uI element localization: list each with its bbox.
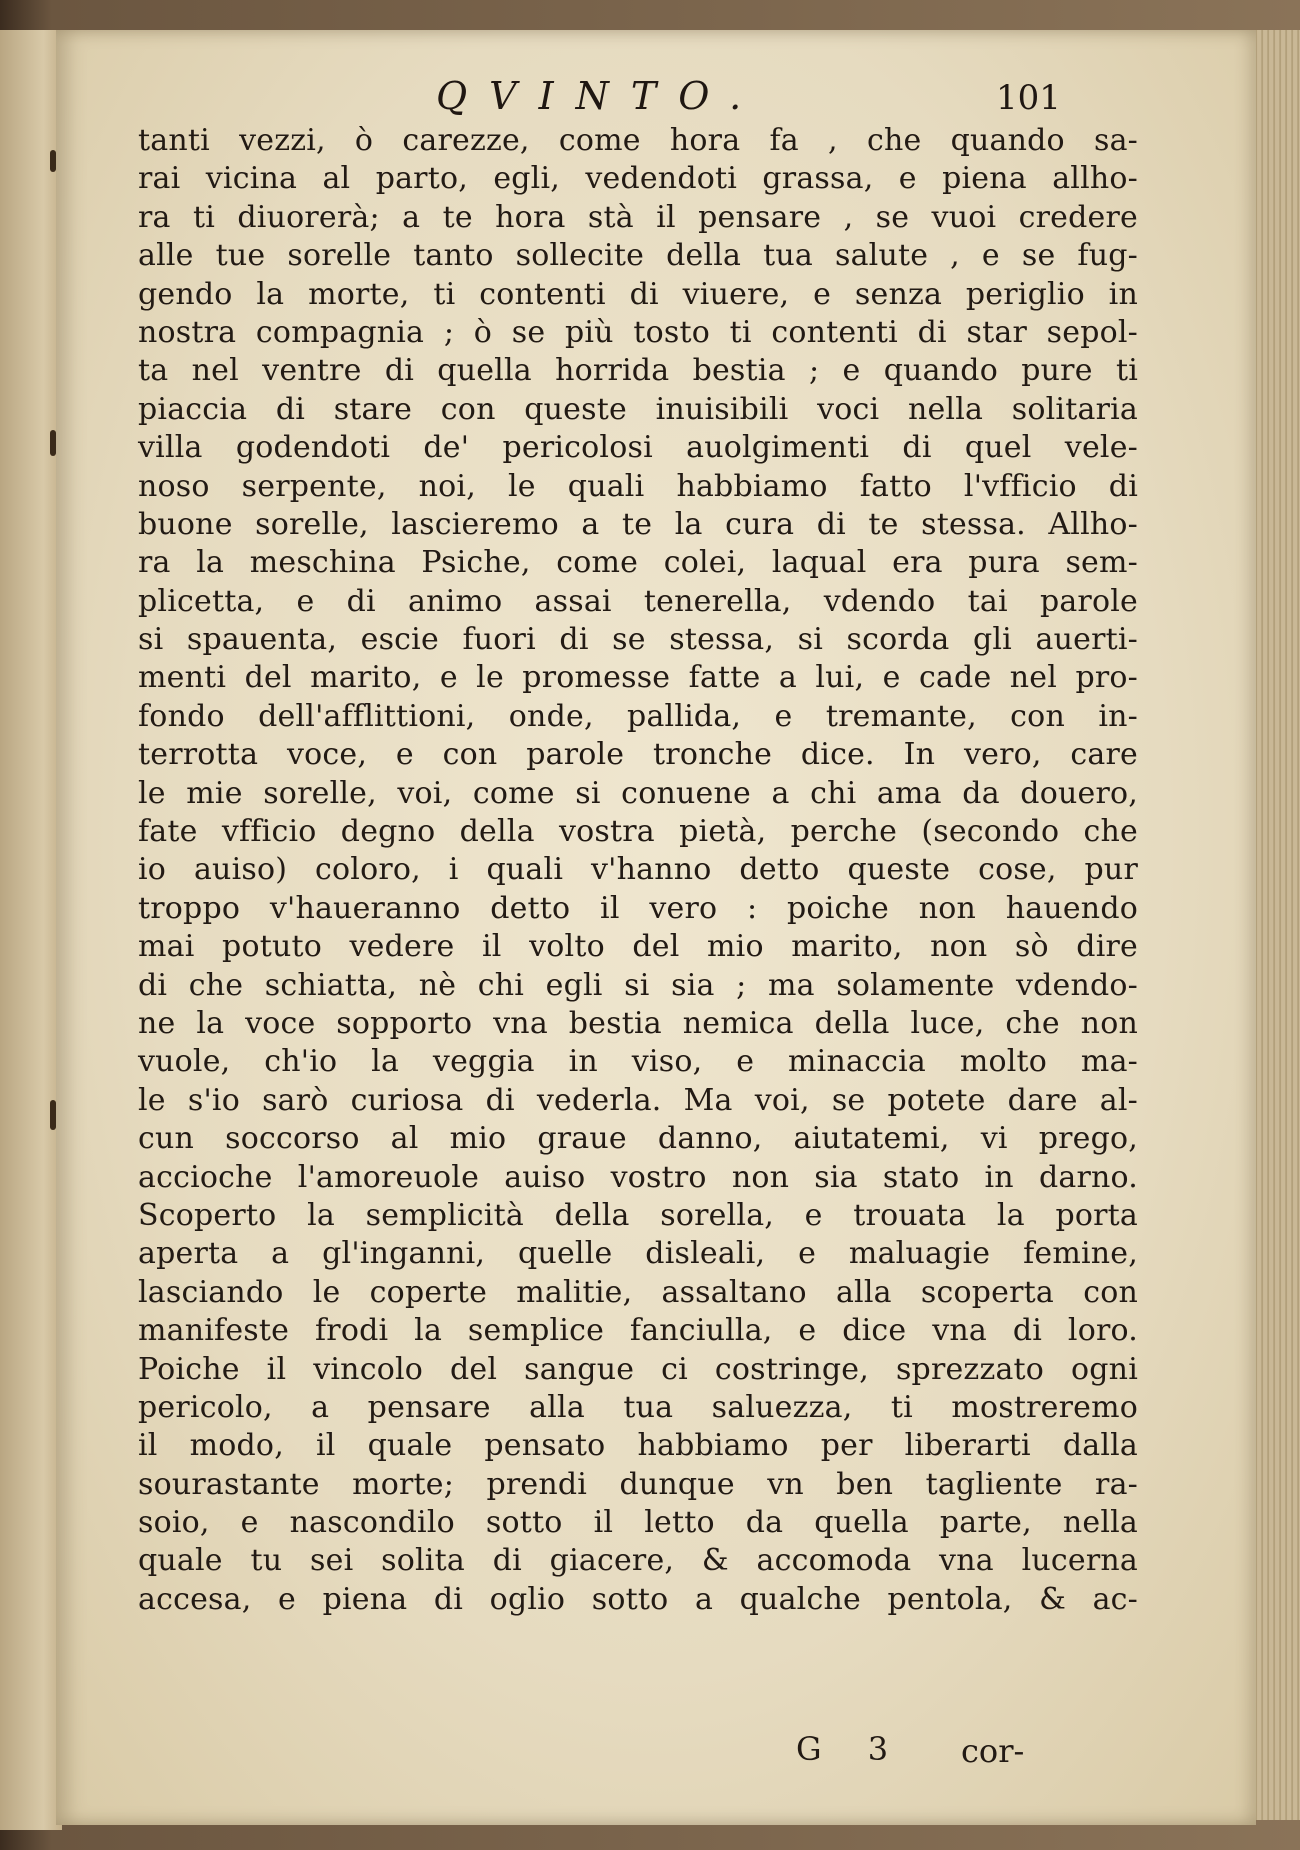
text-line: si spauenta, escie fuori di se stessa, si scorda gli auerti- [138,622,1138,658]
gutter-mark [50,1100,56,1130]
text-line: vuole, ch'io la veggia in viso, e minaccia molto ma- [138,1044,1138,1080]
text-line: ra la meschina Psiche, come colei, laqual era pura sem- [138,545,1138,581]
text-line: villa godendoti de' pericolosi auolgimenti di quel vele- [138,430,1138,466]
body-text [138,122,1138,1619]
text-line: cun soccorso al mio graue danno, aiutatemi, vi prego, [138,1121,1138,1157]
text-line: lasciando le coperte malitie, assaltano alla scoperta con [138,1274,1138,1310]
text-line: io auiso) coloro, i quali v'hanno detto queste cose, pur [138,852,1138,888]
text-line: Scoperto la semplicità della sorella, e trouata la porta [138,1197,1138,1233]
text-line: quale tu sei solita di giacere, & accomoda vna lucerna [138,1543,1138,1579]
text-line: terrotta voce, e con parole tronche dice. In vero, care [138,737,1138,773]
text-line: nostra compagnia ; ò se più tosto ti contenti di star sepol- [138,314,1138,350]
text-line: ta nel ventre di quella horrida bestia ; e quando pure ti [138,353,1138,389]
text-line: Poiche il vincolo del sangue ci costringe, sprezzato ogni [138,1351,1138,1387]
text-line: tanti vezzi, ò carezze, come hora fa , che quando sa- [138,123,1138,158]
gutter-mark [50,150,56,172]
text-line: le mie sorelle, voi, come si conuene a chi ama da douero, [138,775,1138,811]
text-line: ra ti diuorerà; a te hora stà il pensare , se vuoi credere [138,199,1138,235]
page-number: 101 [996,78,1061,118]
text-line: accesa, e piena di oglio sotto a qualche pentola, & ac- [138,1581,1138,1617]
text-line: ne la voce sopporto vna bestia nemica della luce, che non [138,1005,1138,1041]
signature-mark: G 3 [796,1730,907,1768]
text-line: alle tue sorelle tanto sollecite della tua salute , e se fug- [138,238,1138,274]
catchword: cor- [961,1732,1025,1770]
text-line: fondo dell'afflittioni, onde, pallida, e tremante, con in- [138,698,1138,734]
text-line: buone sorelle, lascieremo a te la cura di te stessa. Allho- [138,506,1138,542]
page-footer [56,1730,1256,1780]
text-line: menti del marito, e le promesse fatte a lui, e cade nel pro- [138,660,1138,696]
text-line: troppo v'haueranno detto il vero : poiche non hauendo [138,890,1138,926]
text-line: le s'io sarò curiosa di vederla. Ma voi, se potete dare al- [138,1082,1138,1118]
facing-page-edge [0,30,62,1830]
text-line: soio, e nascondilo sotto il letto da quella parte, nella [138,1505,1138,1541]
gutter-mark [50,430,56,456]
text-line: fate vfficio degno della vostra pietà, perche (secondo che [138,814,1138,850]
text-line: accioche l'amoreuole auiso vostro non sia stato in darno. [138,1159,1138,1195]
text-line: manifeste frodi la semplice fanciulla, e dice vna di loro. [138,1313,1138,1349]
text-line: aperta a gl'inganni, quelle disleali, e maluagie femine, [138,1236,1138,1272]
text-line: pericolo, a pensare alla tua saluezza, ti mostreremo [138,1389,1138,1425]
text-line: plicetta, e di animo assai tenerella, vdendo tai parole [138,583,1138,619]
text-line: piaccia di stare con queste inuisibili voci nella solitaria [138,391,1138,427]
running-title: QVINTO. [436,74,764,118]
text-line: il modo, il quale pensato habbiamo per liberarti dalla [138,1428,1138,1464]
page-header [56,74,1256,124]
text-line: di che schiatta, nè chi egli si sia ; ma solamente vdendo- [138,967,1138,1003]
text-line: rai vicina al parto, egli, vedendoti grassa, e piena allho- [138,161,1138,197]
text-line: gendo la morte, ti contenti di viuere, e senza periglio in [138,276,1138,312]
text-line: sourastante morte; prendi dunque vn ben tagliente ra- [138,1466,1138,1502]
book-page [56,30,1256,1825]
text-line: mai potuto vedere il volto del mio marito, non sò dire [138,929,1138,965]
text-line: noso serpente, noi, le quali habbiamo fatto l'vfficio di [138,468,1138,504]
